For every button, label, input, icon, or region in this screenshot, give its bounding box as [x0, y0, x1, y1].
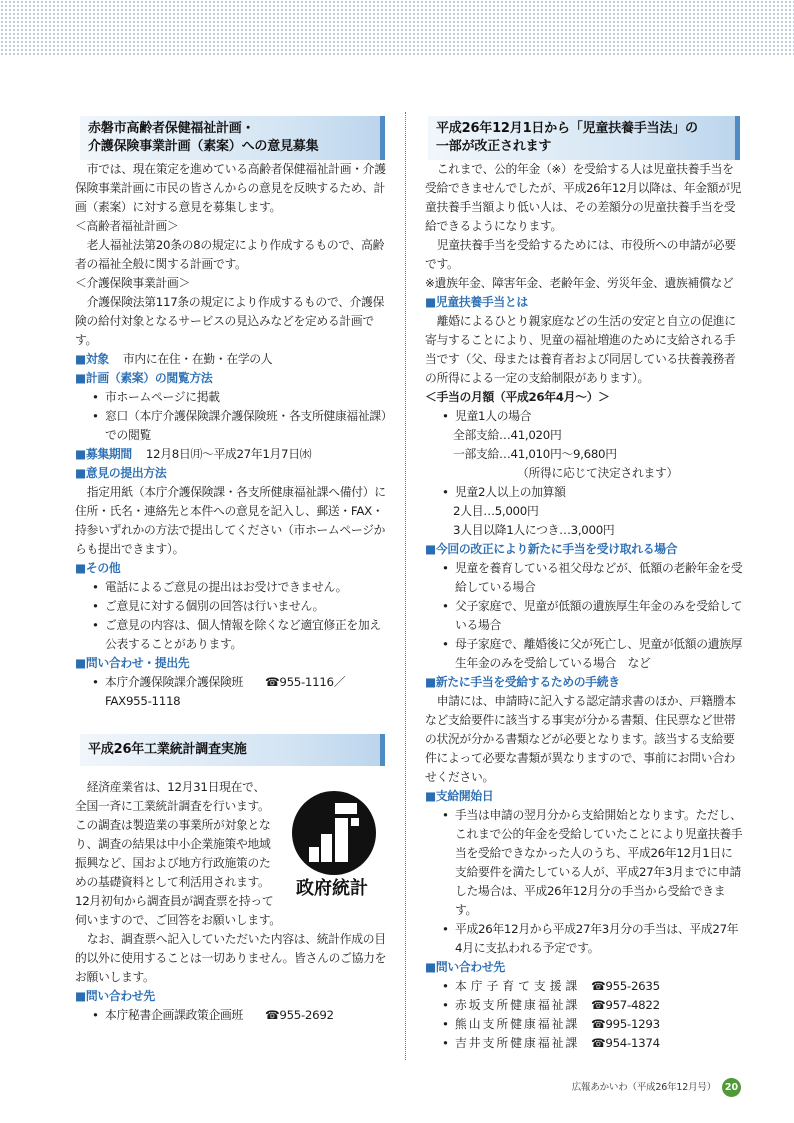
submission-label: ■意見の提出方法 — [75, 466, 167, 480]
contact-dept: 吉井支所健康福祉課 — [455, 1036, 577, 1050]
child-allowance-title-line2: 一部が改正されます — [436, 139, 552, 154]
other-item: • ご意見の内容は、個人情報を除くなど適宜修正を加え公表することがあります。 — [75, 616, 389, 654]
publication-name: 広報あかいわ（平成26年12月号） — [571, 1082, 716, 1093]
government-statistics-mark-icon — [291, 790, 377, 876]
period-text: 12月8日㈪～平成27年1月7日㈬ — [145, 447, 312, 461]
top-dotted-band — [0, 0, 794, 56]
government-statistics-label: 政府統計 — [296, 878, 368, 899]
partial-payment: 一部支給…41,010円～9,680円 — [453, 447, 617, 461]
new-case-item: • 児童を養育している祖父母などが、低額の老齢年金を受給している場合 — [425, 559, 743, 597]
care-contact-label: ■問い合わせ・提出先 — [75, 656, 190, 670]
survey-contact-phone: ☎955-2692 — [264, 1008, 334, 1022]
care-plan-title-line2: 介護保険事業計画（素案）への意見募集 — [88, 139, 319, 154]
survey-contact-name: 本庁秘書企画課政策企画班 — [105, 1008, 243, 1022]
industrial-survey-body — [75, 778, 389, 1025]
elderly-plan-text: 老人福祉法第20条の8の規定により作成するもので、高齢者の福祉全般に関する計画です。 — [75, 238, 385, 271]
industrial-survey-para2: なお、調査票へ記入していただいた内容は、統計作成の目的以外に使用することは一切ありません。皆さんのご協力をお願いします。 — [75, 932, 387, 984]
target-row — [75, 350, 389, 369]
procedure-text: 申請には、申請時に記入する認定請求書のほか、戸籍謄本など支給要件に該当する事実が分かる書類、住民票など世帯の状況が分かる書類などが必要となります。該当する支給要件によって必要な書類が異なりますので、事前にお問い合わせください。 — [425, 694, 736, 784]
viewing-item: • 窓口（本庁介護保険課介護保険班・各支所健康福祉課）での閲覧 — [75, 407, 389, 445]
contact-dept: 熊山支所健康福祉課 — [455, 1017, 577, 1031]
start-date-item: • 手当は申請の翌月分から支給開始となります。ただし、これまで公的年金を受給していたことにより児童扶養手当を受給できなかった人のうち、平成26年12月1日に支給要件を満たしている人が、平成27年3月までに申請した場合は、平成26年12月分の手当から受給できます。 — [425, 806, 743, 920]
other-item: • 電話によるご意見の提出はお受けできません。 — [75, 578, 389, 597]
contact-phone: ☎955-2635 — [591, 979, 660, 993]
new-cases-label: ■今回の改正により新たに手当を受け取れる場合 — [425, 542, 678, 556]
insurance-plan-text: 介護保険法第117条の規定により作成するもので、介護保険の給付対象となるサービスの見込みなどを定める計画です。 — [75, 295, 385, 347]
industrial-survey-header — [80, 734, 385, 766]
child-allowance-title-line1: 平成26年12月1日から「児童扶養手当法」の — [436, 121, 698, 136]
child-allowance-intro: これまで、公的年金（※）を受給する人は児童扶養手当を受給できませんでしたが、平成26年12月以降は、年金額が児童扶養手当額より低い人は、その差額分の児童扶養手当を受給できるようになります。 — [425, 162, 742, 233]
partial-payment-note: （所得に応じて決定されます） — [517, 466, 678, 480]
start-date-label: ■支給開始日 — [425, 789, 494, 803]
monthly-amount-heading: ＜手当の月額（平成26年4月～）＞ — [425, 390, 610, 404]
new-case-item: • 父子家庭で、児童が低額の遺族厚生年金のみを受給している場合 — [425, 597, 743, 635]
elderly-plan-heading: ＜高齢者福祉計画＞ — [75, 219, 179, 233]
about-text: 離婚によるひとり親家庭などの生活の安定と自立の促進に寄与することにより、児童の福祉増進のために支給される手当です（父、母または養育者および同居している扶養義務者の所得による一定の支給制限があります）。 — [425, 314, 736, 385]
period-row — [75, 445, 389, 464]
target-text: 市内に在住・在勤・在学の人 — [122, 352, 273, 366]
care-contact-phone: ☎955-1116／FAX955-1118 — [105, 675, 346, 708]
industrial-survey-title: 平成26年工業統計調査実施 — [88, 742, 247, 757]
about-label: ■児童扶養手当とは — [425, 295, 528, 309]
new-case-item: • 母子家庭で、離婚後に父が死亡し、児童が低額の遺族厚生年金のみを受給している場合 など — [425, 635, 743, 673]
start-date-item: • 平成26年12月から平成27年3月分の手当は、平成27年4月に支払われる予定です。 — [425, 920, 743, 958]
application-note: 児童扶養手当を受給するためには、市役所への申請が必要です。 — [425, 238, 736, 271]
insurance-plan-heading: ＜介護保険事業計画＞ — [75, 276, 190, 290]
viewing-item: • 市ホームページに掲載 — [75, 388, 389, 407]
contact-dept: 赤坂支所健康福祉課 — [455, 998, 577, 1012]
target-label: ■対象 — [75, 352, 109, 366]
child-contact-item — [425, 977, 743, 996]
period-label: ■募集期間 — [75, 447, 132, 461]
viewing-label: ■計画（素案）の閲覧方法 — [75, 371, 213, 385]
other-item: • ご意見に対する個別の回答は行いません。 — [75, 597, 389, 616]
contact-phone: ☎995-1293 — [591, 1017, 660, 1031]
pension-footnote: ※遺族年金、障害年金、老齢年金、労災年金、遺族補償など — [425, 276, 734, 290]
other-label: ■その他 — [75, 561, 121, 575]
care-contact-item — [75, 673, 389, 711]
page-number: 20 — [722, 1078, 741, 1097]
contact-phone: ☎957-4822 — [591, 998, 660, 1012]
survey-contact-label: ■問い合わせ先 — [75, 989, 155, 1003]
government-statistics-logo — [275, 778, 389, 911]
child-contact-item — [425, 996, 743, 1015]
child-allowance-header — [428, 116, 740, 160]
care-plan-header — [80, 116, 385, 160]
third-child-amount: 3人目以降1人につき…3,000円 — [453, 523, 615, 537]
contact-dept: 本庁子育て支援課 — [455, 979, 577, 993]
care-plan-title-line1: 赤磐市高齢者保健福祉計画・ — [88, 121, 255, 136]
child-contact-label: ■問い合わせ先 — [425, 960, 505, 974]
care-plan-body — [75, 160, 389, 711]
procedure-label: ■新たに手当を受給するための手続き — [425, 675, 620, 689]
industrial-survey-para1: 経済産業省は、12月31日現在で、全国一斉に工業統計調査を行います。この調査は製造業の事業所が対象となり、調査の結果は中小企業施策や地域振興など、国および地方行政施策のための基礎資料として利活用されます。12月初旬から調査員が調査票を持って伺いますので、ご回答をお願いします。 — [75, 780, 281, 927]
child-contact-item — [425, 1015, 743, 1034]
additional-item: • 児童2人以上の加算額 — [425, 483, 743, 502]
submission-text: 指定用紙（本庁介護保険課・各支所健康福祉課へ備付）に住所・氏名・連絡先と本件への意見を記入し、郵送・FAX・持参いずれかの方法で提出してください（市ホームページからも提出できます）。 — [75, 485, 386, 556]
column-divider — [405, 112, 406, 1060]
full-payment: 全部支給…41,020円 — [453, 428, 562, 442]
child-allowance-body — [425, 160, 743, 1053]
care-plan-intro: 市では、現在策定を進めている高齢者保健福祉計画・介護保険事業計画に市民の皆さんからの意見を反映するため、計画（素案）に対する意見を募集します。 — [75, 162, 386, 214]
child-contact-item — [425, 1034, 743, 1053]
one-child-item: • 児童1人の場合 — [425, 407, 743, 426]
care-contact-name: 本庁介護保険課介護保険班 — [105, 675, 243, 689]
survey-contact-item — [75, 1006, 389, 1025]
second-child-amount: 2人目…5,000円 — [453, 504, 539, 518]
contact-phone: ☎954-1374 — [591, 1036, 660, 1050]
